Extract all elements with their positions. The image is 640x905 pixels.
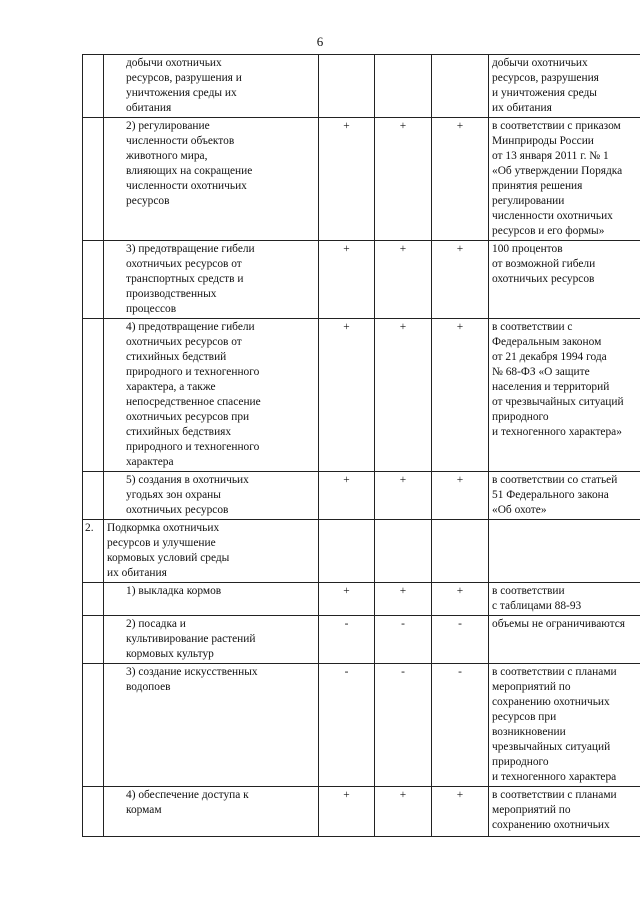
cell-mark-2: -: [375, 664, 432, 787]
cell-mark-2: +: [375, 319, 432, 472]
cell-number: [83, 241, 104, 319]
cell-measure-name: 2) регулирование численности объектов животного мира, влияющих на сокращение численности охотничьих ресурсов: [104, 118, 319, 241]
cell-mark-3: +: [432, 583, 489, 616]
table-row: [83, 583, 640, 616]
cell-mark-3: +: [432, 472, 489, 520]
cell-number: [83, 664, 104, 787]
cell-mark-1: [319, 520, 375, 583]
table-row: [83, 118, 640, 241]
cell-measure-name: 4) обеспечение доступа к кормам: [104, 787, 319, 837]
cell-number: [83, 55, 104, 118]
table-body: [83, 55, 640, 837]
cell-number: [83, 472, 104, 520]
cell-note: в соответствии с планами мероприятий по сохранению охотничьих: [489, 787, 640, 837]
cell-note: в соответствии с таблицами 88-93: [489, 583, 640, 616]
table-row: [83, 241, 640, 319]
cell-mark-1: -: [319, 664, 375, 787]
cell-measure-name: 3) предотвращение гибели охотничьих ресурсов от транспортных средств и производственных процессов: [104, 241, 319, 319]
cell-measure-name: 3) создание искусственных водопоев: [104, 664, 319, 787]
cell-note: [489, 520, 640, 583]
cell-mark-1: +: [319, 787, 375, 837]
cell-number: [83, 616, 104, 664]
page-number: 6: [316, 34, 324, 49]
cell-mark-2: +: [375, 472, 432, 520]
cell-number: [83, 583, 104, 616]
cell-mark-3: [432, 520, 489, 583]
cell-mark-3: -: [432, 616, 489, 664]
table-row: [83, 787, 640, 837]
cell-mark-1: -: [319, 616, 375, 664]
cell-mark-3: +: [432, 319, 489, 472]
cell-measure-name: 5) создания в охотничьих угодьях зон охраны охотничьих ресурсов: [104, 472, 319, 520]
cell-note: объемы не ограничиваются: [489, 616, 640, 664]
cell-note: в соответствии со статьей 51 Федерального закона «Об охоте»: [489, 472, 640, 520]
cell-note: в соответствии с планами мероприятий по сохранению охотничьих ресурсов при возникновении чрезвычайных ситуаций природного и техногенного характера: [489, 664, 640, 787]
cell-mark-2: -: [375, 616, 432, 664]
cell-number: [83, 319, 104, 472]
cell-mark-3: +: [432, 118, 489, 241]
cell-measure-name: 1) выкладка кормов: [104, 583, 319, 616]
cell-mark-3: +: [432, 241, 489, 319]
cell-mark-1: +: [319, 118, 375, 241]
cell-mark-2: +: [375, 583, 432, 616]
cell-mark-1: +: [319, 241, 375, 319]
cell-measure-name: 4) предотвращение гибели охотничьих ресурсов от стихийных бедствий природного и техногенного характера, а также непосредственное спасение охотничьих ресурсов при стихийных бедствиях природного и техногенного характера: [104, 319, 319, 472]
measures-table: [82, 54, 640, 837]
cell-mark-1: [319, 55, 375, 118]
cell-measure-name: добычи охотничьих ресурсов, разрушения и уничтожения среды их обитания: [104, 55, 319, 118]
cell-mark-2: +: [375, 118, 432, 241]
table-section-row: [83, 520, 640, 583]
cell-note: в соответствии с Федеральным законом от 21 декабря 1994 года № 68-ФЗ «О защите населения и территорий от чрезвычайных ситуаций природного и техногенного характера»: [489, 319, 640, 472]
cell-number: [83, 787, 104, 837]
cell-number: [83, 118, 104, 241]
table-row: [83, 664, 640, 787]
cell-mark-3: [432, 55, 489, 118]
cell-mark-3: -: [432, 664, 489, 787]
cell-note: в соответствии с приказом Минприроды России от 13 января 2011 г. № 1 «Об утверждении Порядка принятия решения регулировании численности охотничьих ресурсов и его формы»: [489, 118, 640, 241]
cell-mark-2: +: [375, 241, 432, 319]
table-row: [83, 472, 640, 520]
cell-mark-1: +: [319, 472, 375, 520]
cell-measure-name: Подкормка охотничьих ресурсов и улучшение кормовых условий среды их обитания: [104, 520, 319, 583]
cell-note: добычи охотничьих ресурсов, разрушения и уничтожения среды их обитания: [489, 55, 640, 118]
cell-number: 2.: [83, 520, 104, 583]
cell-mark-3: +: [432, 787, 489, 837]
table-row: [83, 319, 640, 472]
cell-mark-2: [375, 520, 432, 583]
cell-mark-2: +: [375, 787, 432, 837]
cell-note: 100 процентов от возможной гибели охотничьих ресурсов: [489, 241, 640, 319]
table-row: [83, 616, 640, 664]
table-row: [83, 55, 640, 118]
cell-mark-1: +: [319, 319, 375, 472]
cell-measure-name: 2) посадка и культивирование растений кормовых культур: [104, 616, 319, 664]
cell-mark-2: [375, 55, 432, 118]
cell-mark-1: +: [319, 583, 375, 616]
